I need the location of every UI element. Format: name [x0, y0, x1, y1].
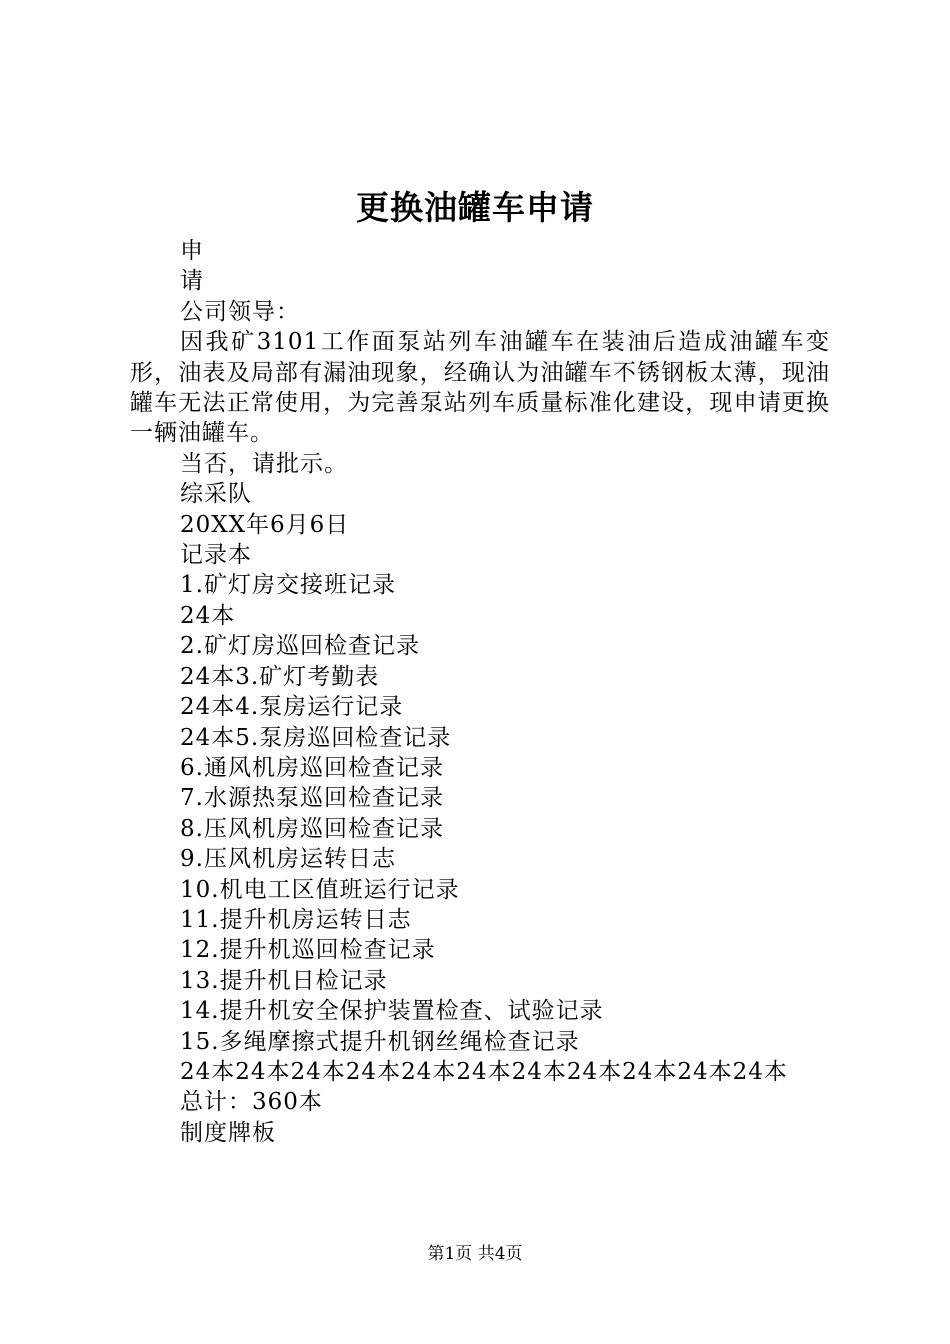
list-item: 6.通风机房巡回检查记录 [180, 754, 444, 781]
page-number-footer: 第1页 共4页 [427, 1244, 523, 1264]
list-item: 24本5.泵房巡回检查记录 [180, 724, 452, 751]
text-line: 申 [180, 238, 204, 264]
total-line: 总计：360本 [180, 1089, 323, 1116]
list-item: 11.提升机房运转日志 [180, 906, 412, 933]
list-item: 24本4.泵房运行记录 [180, 694, 404, 721]
count-line: 24本24本24本24本24本24本24本24本24本24本24本 [180, 1058, 788, 1085]
text-line: 请 [180, 268, 204, 295]
list-item: 10.机电工区值班运行记录 [180, 876, 460, 903]
list-item: 14.提升机安全保护装置检查、试验记录 [180, 998, 604, 1025]
list-item: 12.提升机巡回检查记录 [180, 937, 436, 964]
list-item: 7.水源热泵巡回检查记录 [180, 785, 444, 812]
list-item: 8.压风机房巡回检查记录 [180, 815, 444, 842]
section-heading: 记录本 [180, 542, 252, 569]
closing-line: 当否，请批示。 [180, 450, 348, 477]
list-item: 1.矿灯房交接班记录 [180, 572, 396, 599]
list-item: 24本 [180, 602, 236, 629]
document-body [130, 236, 830, 1148]
signature-team: 综采队 [180, 481, 252, 508]
body-paragraph: 因我矿3101工作面泵站列车油罐车在装油后造成油罐车变形，油表及局部有漏油现象，经确认为油罐车不锈钢板太薄，现油罐车无法正常使用，为完善泵站列车质量标准化建设，现申请更换一辆油罐车。 [130, 329, 830, 447]
page-title: 更换油罐车申请 [356, 188, 594, 227]
list-item: 9.压风机房运转日志 [180, 846, 396, 873]
salutation: 公司领导： [180, 298, 300, 325]
list-item: 15.多绳摩擦式提升机钢丝绳检查记录 [180, 1028, 580, 1055]
list-item: 2.矿灯房巡回检查记录 [180, 633, 420, 660]
list-item: 13.提升机日检记录 [180, 967, 388, 994]
list-item: 24本3.矿灯考勤表 [180, 663, 380, 690]
date-line: 20XX年6月6日 [180, 511, 350, 538]
section-heading: 制度牌板 [180, 1119, 276, 1146]
